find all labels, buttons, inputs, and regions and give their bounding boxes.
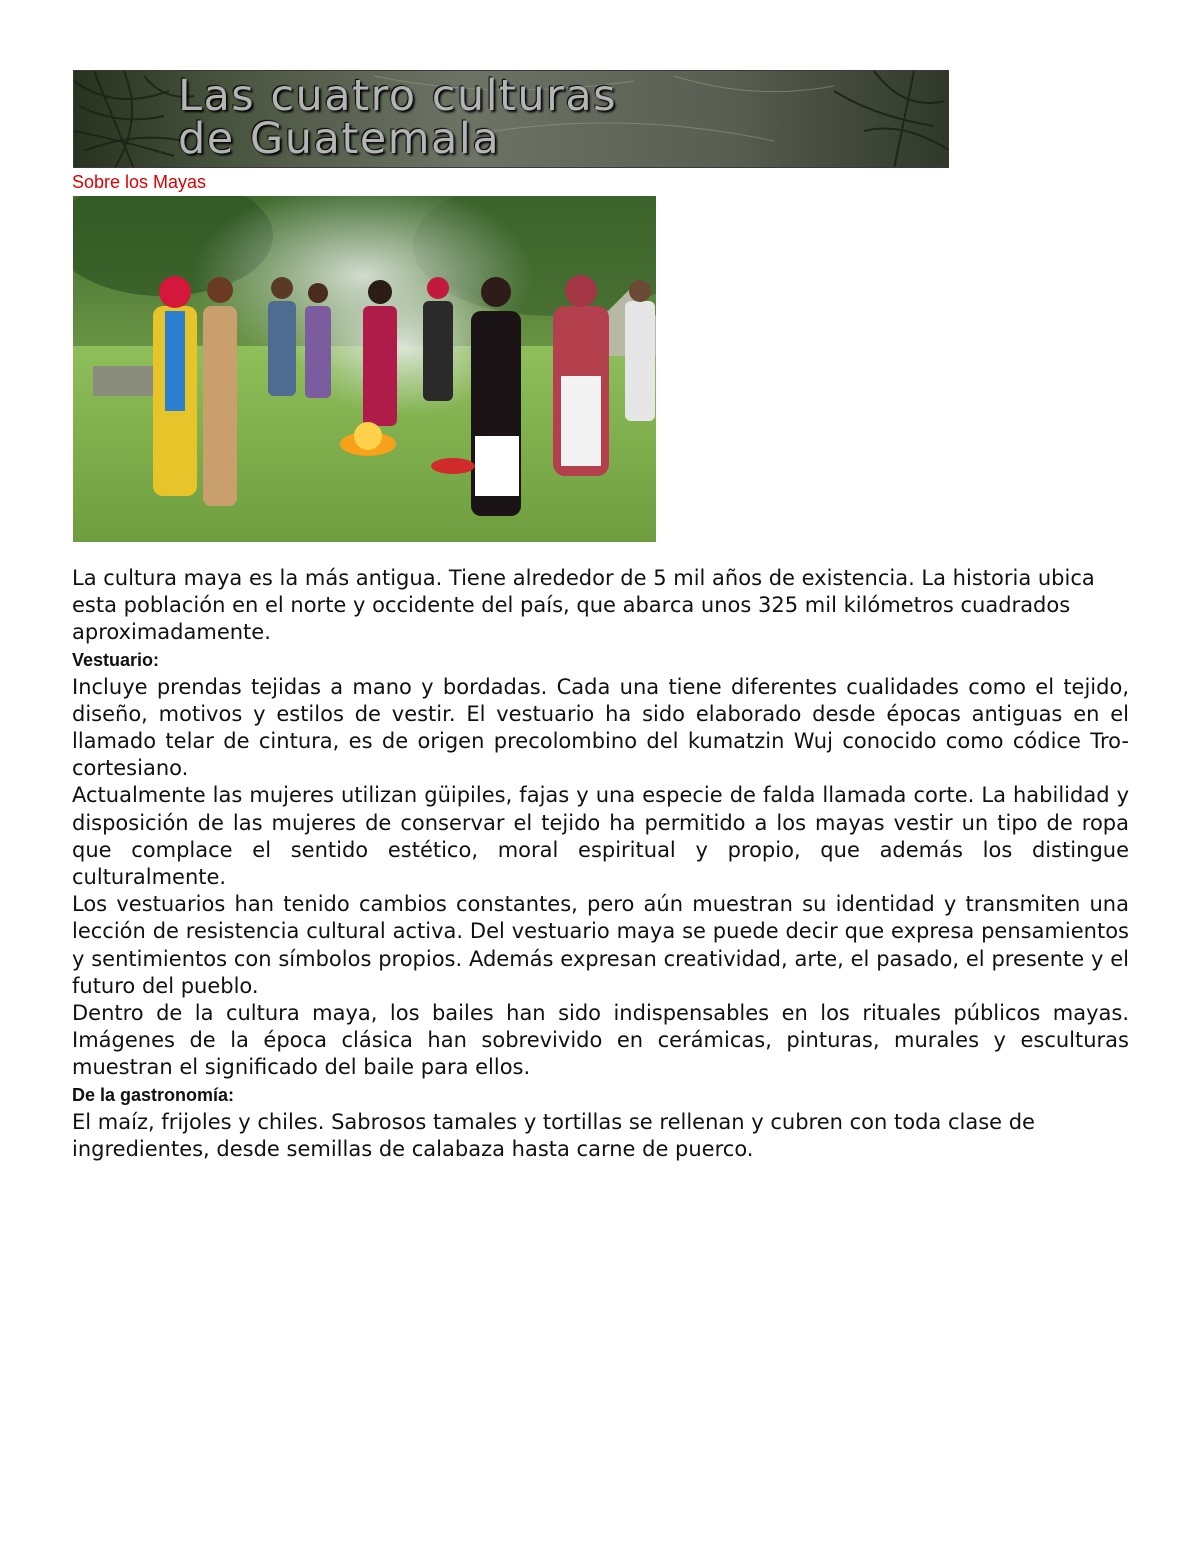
vestuario-paragraph-1: Incluye prendas tejidas a mano y bordadas. Cada una tiene diferentes cualidades como el tejido, diseño, motivos y estilos de vestir. El vestuario ha sido elaborado desde épocas antiguas en el llamado telar de cintura, es de origen precolombino del kumatzin Wuj conocido como códice Tro-cortesiano. bbox=[72, 674, 1129, 781]
gastronomia-heading: De la gastronomía: bbox=[72, 1084, 235, 1105]
banner-image bbox=[73, 70, 949, 168]
banner-title-line2: de Guatemala bbox=[178, 114, 501, 164]
photo-maya-ceremony bbox=[73, 196, 656, 542]
vestuario-heading: Vestuario: bbox=[72, 649, 160, 670]
gastronomia-paragraph: El maíz, frijoles y chiles. Sabrosos tamales y tortillas se rellenan y cubren con toda clase de ingredientes, desde semillas de calabaza hasta carne de puerco. bbox=[72, 1109, 1035, 1161]
section-link-sobre-los-mayas[interactable]: Sobre los Mayas bbox=[72, 172, 207, 192]
intro-paragraph: La cultura maya es la más antigua. Tiene alrededor de 5 mil años de existencia. La historia ubica esta población en el norte y occidente del país, que abarca unos 325 mil kilómetros cuadrados aproximadamente. bbox=[72, 566, 1095, 645]
vestuario-paragraph-2: Actualmente las mujeres utilizan güipiles, fajas y una especie de falda llamada corte. La habilidad y disposición de las mujeres de conservar el tejido ha permitido a los mayas vestir un tipo de ropa que complace el sentido estético, moral espiritual y propio, que además los distingue culturalmente. bbox=[72, 783, 1129, 890]
photo-illustration bbox=[73, 196, 656, 542]
bailes-paragraph: Dentro de la cultura maya, los bailes han sido indispensables en los rituales públicos mayas. Imágenes de la época clásica han sobrevivido en cerámicas, pinturas, murales y esculturas muestran el significado del baile para ellos. bbox=[72, 1001, 1129, 1080]
vestuario-paragraph-3: Los vestuarios han tenido cambios constantes, pero aún muestran su identidad y transmiten una lección de resistencia cultural activa. Del vestuario maya se puede decir que expresa pensamientos y sentimientos con símbolos propios. Además expresan creatividad, arte, el pasado, el presente y el futuro del pueblo. bbox=[72, 892, 1129, 998]
banner-title-line1: Las cuatro culturas bbox=[178, 71, 618, 121]
article-body bbox=[72, 565, 1129, 1163]
banner-title bbox=[178, 71, 618, 164]
